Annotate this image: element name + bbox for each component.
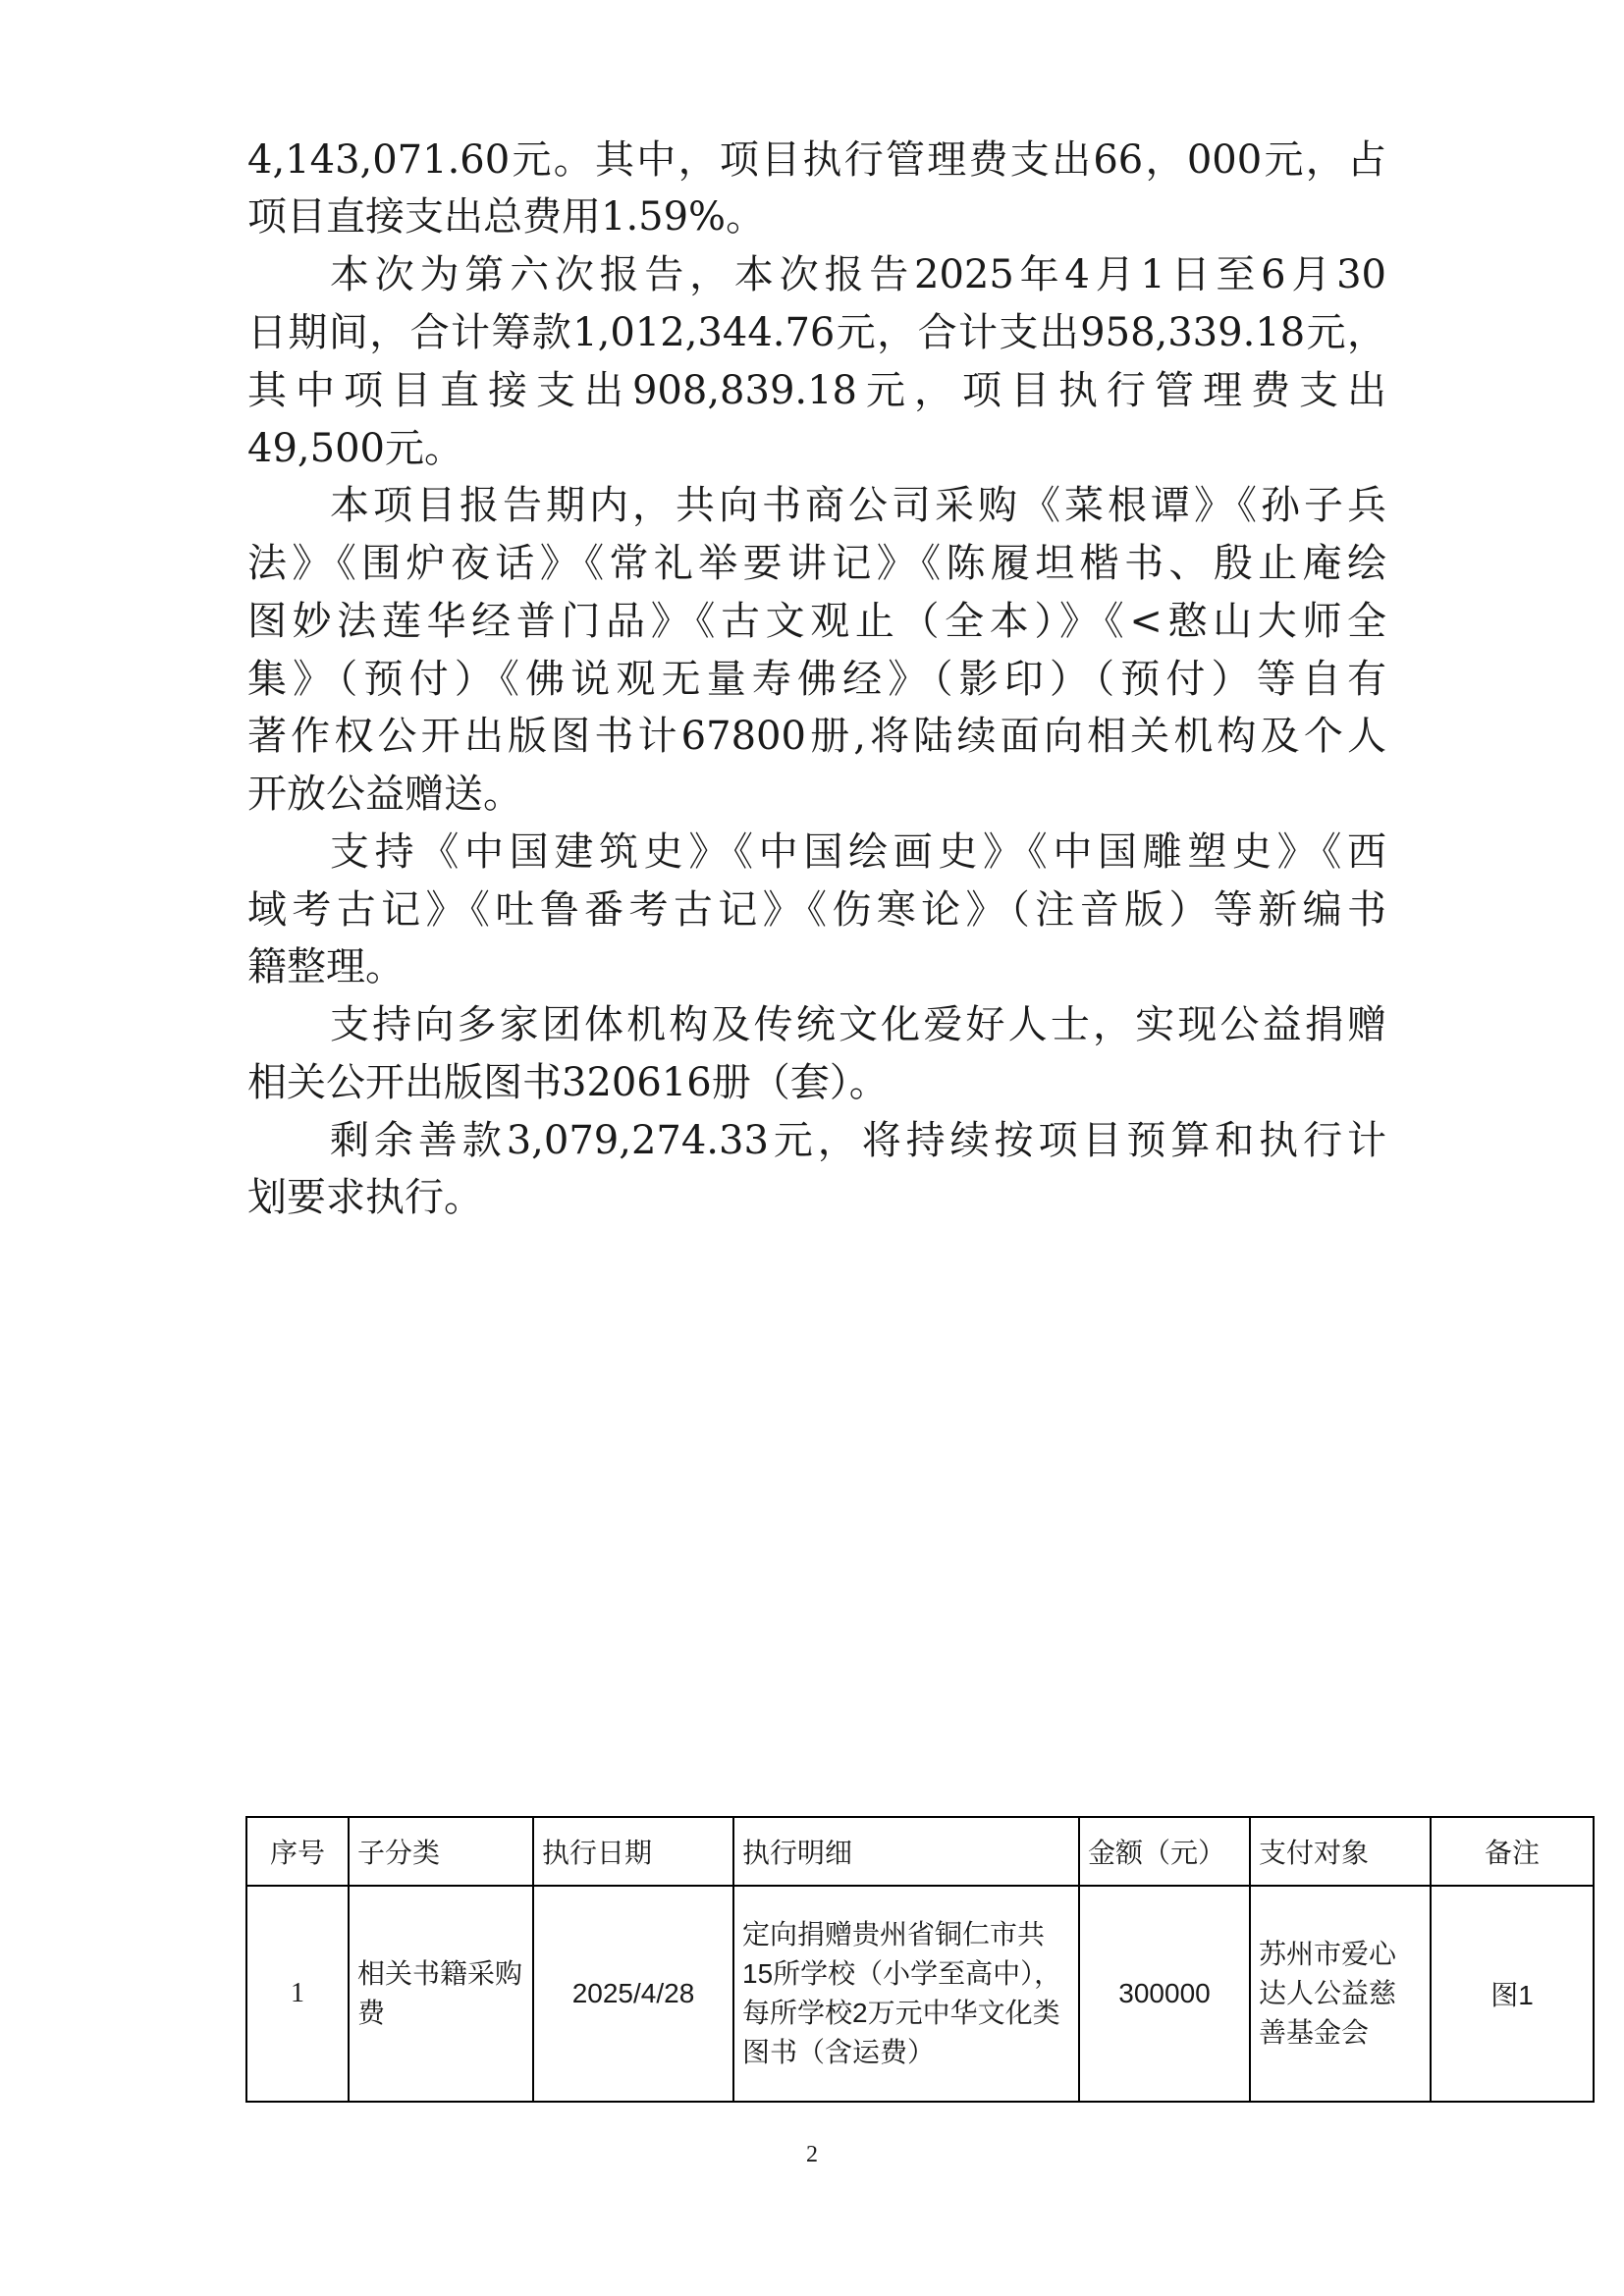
paragraph-3-line-1: 本项目报告期内，共向书商公司采购《菜根谭》《孙子兵	[330, 483, 1386, 528]
header-date: 执行日期	[533, 1817, 733, 1886]
paragraph-3-line-6: 开放公益赠送。	[247, 772, 522, 817]
table-header-row	[246, 1817, 1594, 1886]
paragraph-2-line-1: 本次为第六次报告，本次报告2025年4月1日至6月30	[330, 252, 1386, 297]
paragraph-4-line-3: 籍整理。	[247, 944, 405, 989]
cell-detail: 定向捐赠贵州省铜仁市共15所学校（小学至高中），每所学校2万元中华文化类图书（含运费）	[733, 1886, 1079, 2102]
paragraph-4-line-2: 域考古记》《吐鲁番考古记》《伤寒论》（注音版）等新编书	[247, 887, 1386, 933]
cell-note: 图1	[1431, 1886, 1594, 2102]
paragraph-1-line-2: 项目直接支出总费用1.59%。	[247, 194, 766, 240]
paragraph-6-line-1: 剩余善款3,079,274.33元，将持续按项目预算和执行计	[330, 1118, 1386, 1163]
expenditure-table	[245, 1816, 1595, 2103]
cell-date: 2025/4/28	[533, 1886, 733, 2102]
cell-category: 相关书籍采购费	[349, 1886, 533, 2102]
paragraph-1-line-1: 4,143,071.60元。其中，项目执行管理费支出66，000元，占	[247, 137, 1386, 183]
header-category: 子分类	[349, 1817, 533, 1886]
table-row	[246, 1886, 1594, 2102]
header-detail: 执行明细	[733, 1817, 1079, 1886]
cell-index: 1	[246, 1886, 349, 2102]
paragraph-5-line-1: 支持向多家团体机构及传统文化爱好人士，实现公益捐赠	[330, 1002, 1386, 1047]
paragraph-3-line-5: 著作权公开出版图书计67800册,将陆续面向相关机构及个人	[247, 714, 1386, 759]
paragraph-6-line-2: 划要求执行。	[247, 1175, 483, 1220]
header-payee: 支付对象	[1250, 1817, 1431, 1886]
paragraph-2-line-4: 49,500元。	[247, 426, 463, 471]
paragraph-3-line-3: 图妙法莲华经普门品》《古文观止（全本）》《<憨山大师全	[247, 599, 1386, 644]
header-note: 备注	[1431, 1817, 1594, 1886]
paragraph-2-line-3: 其中项目直接支出908,839.18元，项目执行管理费支出	[247, 368, 1386, 413]
cell-payee: 苏州市爱心达人公益慈善基金会	[1250, 1886, 1431, 2102]
header-amount: 金额（元）	[1079, 1817, 1250, 1886]
paragraph-3-line-4: 集》（预付）《佛说观无量寿佛经》（影印）（预付）等自有	[247, 657, 1386, 702]
header-index: 序号	[246, 1817, 349, 1886]
cell-amount: 300000	[1079, 1886, 1250, 2102]
page-number: 2	[806, 2142, 818, 2167]
paragraph-5-line-2: 相关公开出版图书320616册（套）。	[247, 1060, 889, 1105]
paragraph-2-line-2: 日期间，合计筹款1,012,344.76元，合计支出958,339.18元，	[247, 310, 1386, 355]
paragraph-4-line-1: 支持《中国建筑史》《中国绘画史》《中国雕塑史》《西	[330, 829, 1386, 875]
paragraph-3-line-2: 法》《围炉夜话》《常礼举要讲记》《陈履坦楷书、殷止庵绘	[247, 541, 1386, 586]
